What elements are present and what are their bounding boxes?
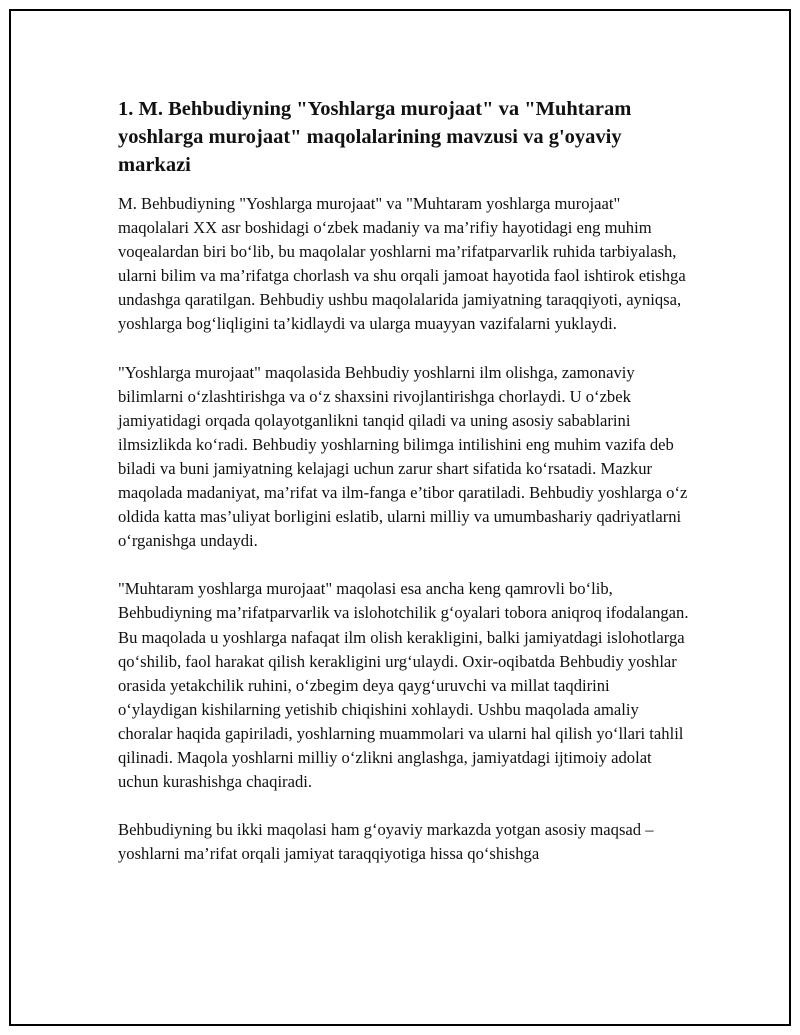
paragraph-3: "Muhtaram yoshlarga murojaat" maqolasi esa ancha keng qamrovli bo‘lib, Behbudiyning ma’rifatparvarlik va islohotchilik g‘oyalari tobora aniqroq ifodalangan. Bu maqolada u yoshlarga nafaqat ilm olish kerakligini, balki jamiyatdagi islohotlarga qo‘shilib, faol harakat qilish kerakligini urg‘ulaydi. Oxir-oqibatda Behbudiy yoshlar orasida yetakchilik ruhini, o‘zbegim deya qayg‘uruvchi va millat taqdirini o‘ylaydigan kishilarning yetishib chiqishini xohlaydi. Ushbu maqolada amaliy choralar haqida gapiriladi, yoshlarning muammolari va ularni hal qilish yo‘llari tahlil qilinadi. Maqola yoshlarni milliy o‘zlikni anglashga, jamiyatdagi ijtimoiy adolat uchun kurashishga chaqiradi. (118, 579, 689, 792)
section-heading: 1. M. Behbudiyning "Yoshlarga murojaat" va "Muhtaram yoshlarga murojaat" maqolalarining mavzusi va g'oyaviy markazi (118, 98, 632, 176)
document-body (118, 95, 693, 890)
paragraph-4: Behbudiyning bu ikki maqolasi ham g‘oyaviy markazda yotgan asosiy maqsad – yoshlarni ma’rifat orqali jamiyat taraqqiyotiga hissa qo‘shishga (118, 820, 654, 864)
page-frame (9, 9, 791, 1026)
paragraph-1: M. Behbudiyning "Yoshlarga murojaat" va "Muhtaram yoshlarga murojaat" maqolalari XX asr boshidagi o‘zbek madaniy va ma’rifiy hayotidagi eng muhim voqealardan biri bo‘lib, bu maqolalar yoshlarni ma’rifatparvarlik ruhida tarbiyalash, ularni bilim va ma’rifatga chorlash va shu orqali jamoat hayotida faol ishtirok etishga undashga qaratilgan. Behbudiy ushbu maqolalarida jamiyatning taraqqiyoti, ayniqsa, yoshlarga bog‘liqligini ta’kidlaydi va ularga muayyan vazifalarni yuklaydi. (118, 194, 686, 334)
paragraph-2: "Yoshlarga murojaat" maqolasida Behbudiy yoshlarni ilm olishga, zamonaviy bilimlarni o‘zlashtirishga va o‘z shaxsini rivojlantirishga chorlaydi. U o‘zbek jamiyatidagi orqada qolayotganlikni tanqid qiladi va uning asosiy sabablarini ilmsizlikda ko‘radi. Behbudiy yoshlarning bilimga intilishini eng muhim vazifa deb biladi va buni jamiyatning kelajagi uchun zarur shart sifatida ko‘rsatadi. Mazkur maqolada madaniyat, ma’rifat va ilm-fanga e’tibor qaratiladi. Behbudiy yoshlarga o‘z oldida katta mas’uliyat borligini eslatib, ularni milliy va umumbashariy qadriyatlarni o‘rganishga undaydi. (118, 362, 688, 551)
